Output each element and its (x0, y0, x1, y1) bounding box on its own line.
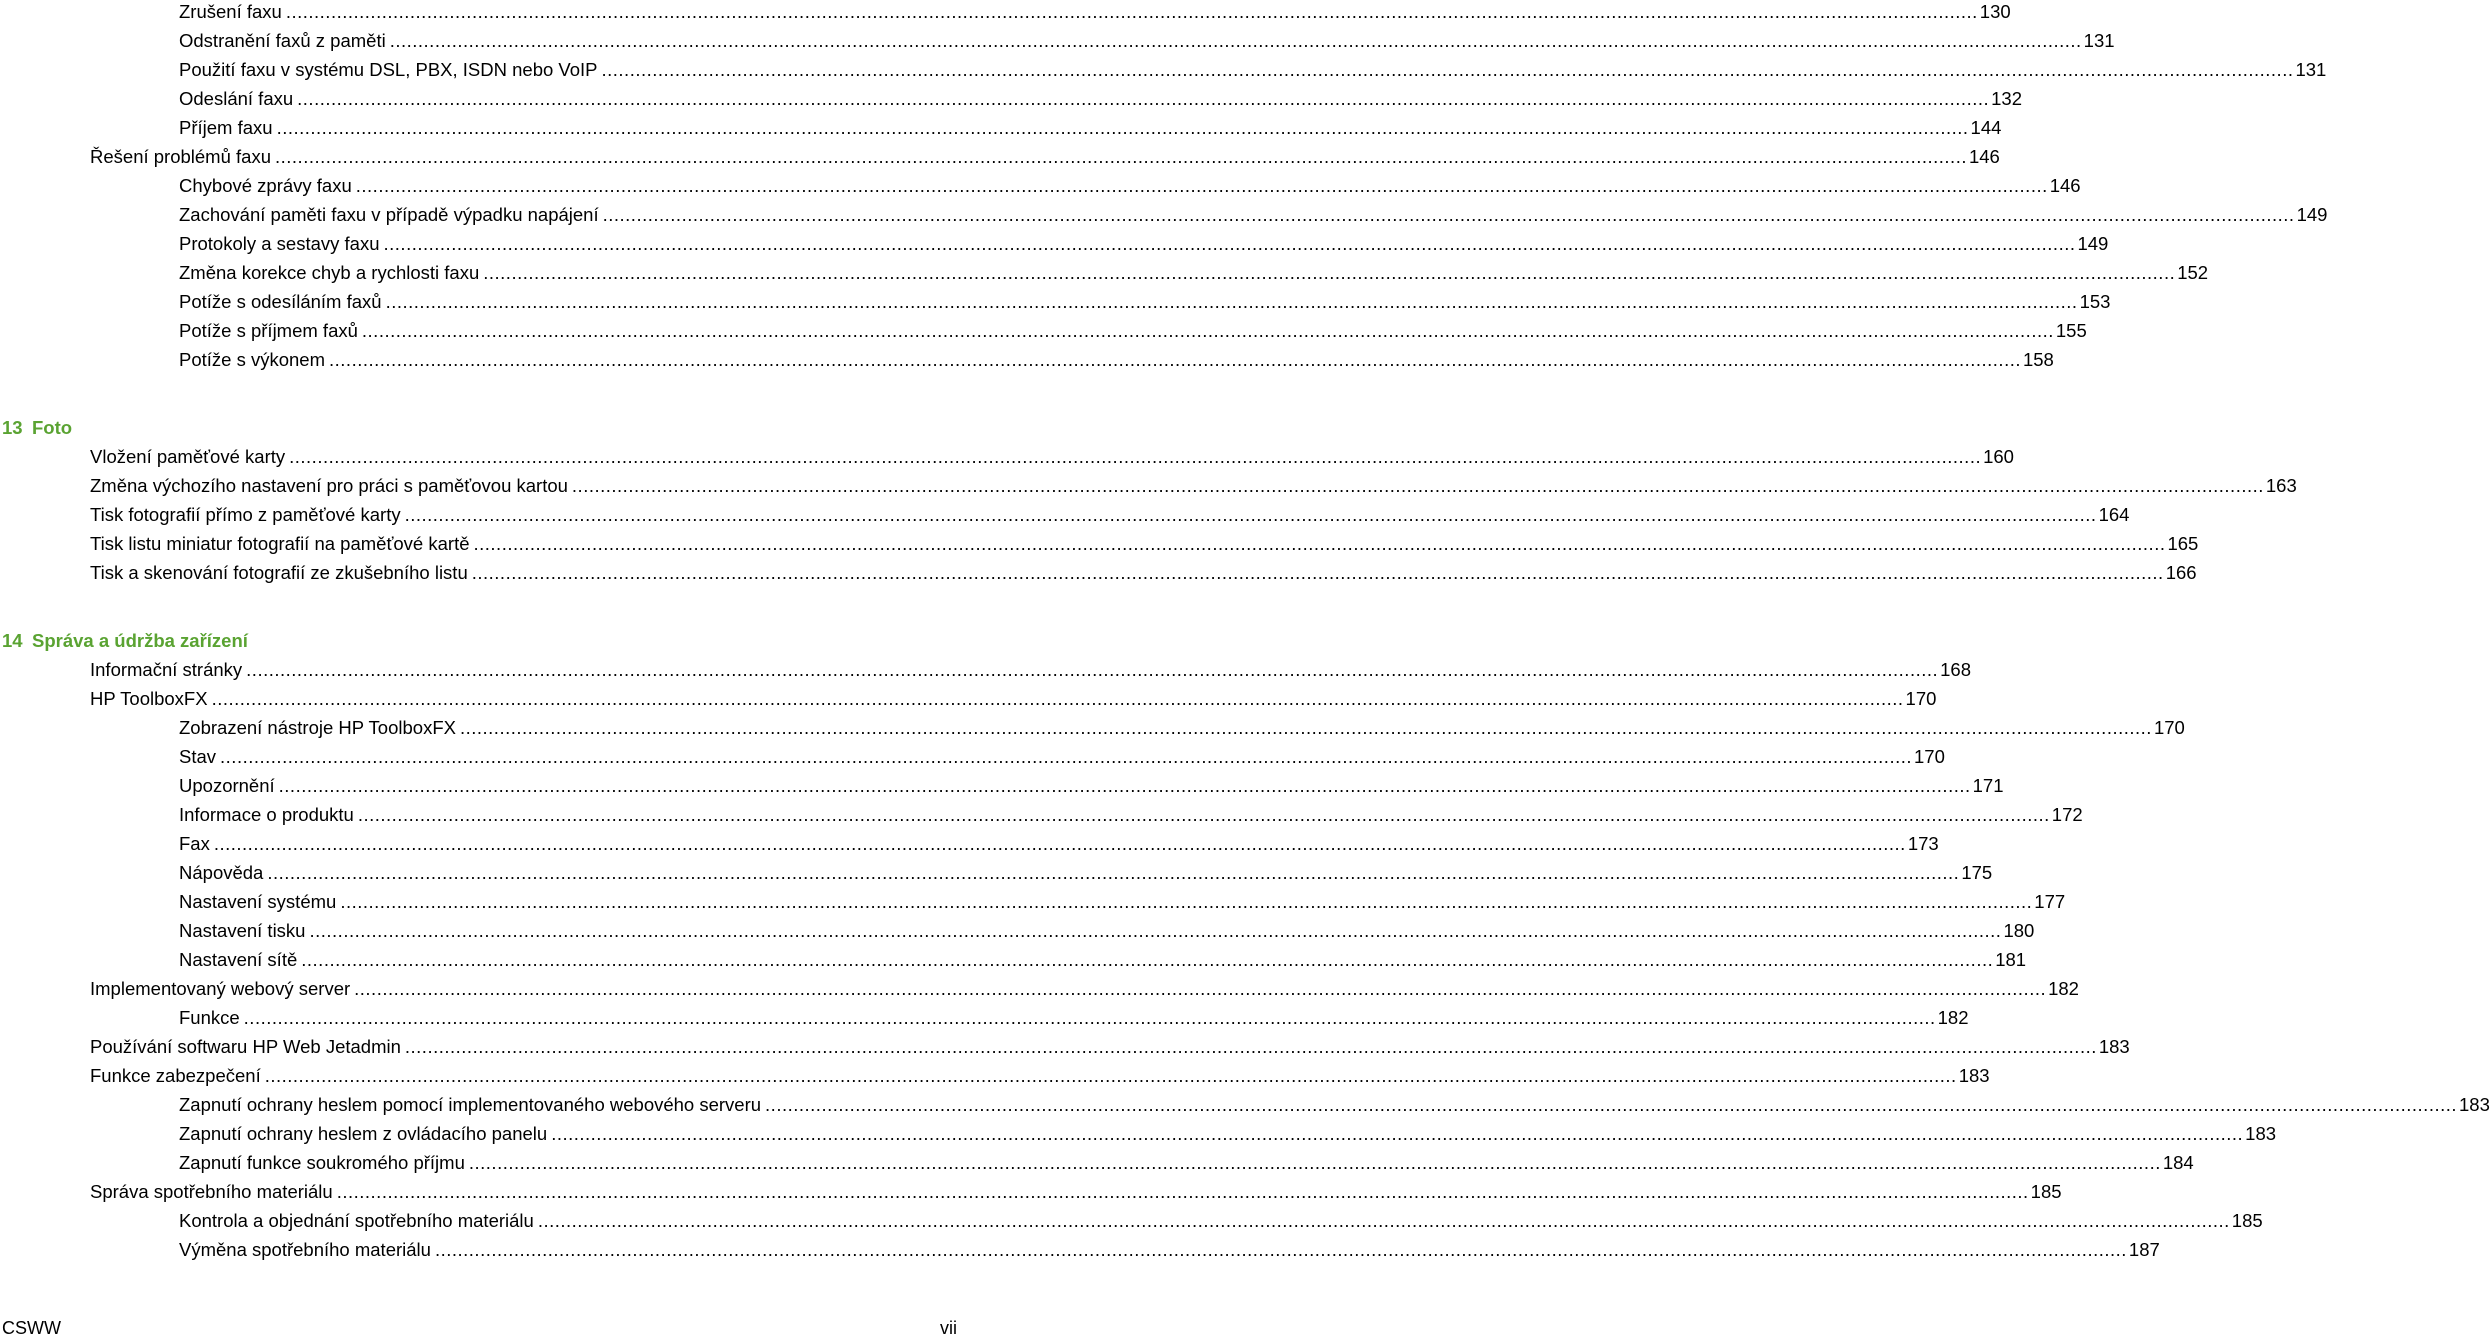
toc-entry-title: Tisk listu miniatur fotografií na paměťové kartě (90, 533, 470, 554)
dot-leader: ............................................................................................................................................................................................................................................................................................................ (483, 262, 2176, 283)
toc-entry[interactable] (179, 1090, 2490, 1119)
toc-entry[interactable] (179, 800, 2083, 829)
toc-entry[interactable] (179, 229, 2109, 258)
toc-entry-page: 175 (1961, 862, 1993, 883)
dot-leader: ............................................................................................................................................................................................................................................................................................................ (537, 1210, 2230, 1231)
toc-entry[interactable] (179, 887, 2066, 916)
toc-entry[interactable] (90, 1177, 2062, 1206)
toc-entry-title: Zrušení faxu (179, 1, 282, 22)
dot-leader: ............................................................................................................................................................................................................................................................................................................ (267, 862, 1960, 883)
footer-page-number: vii (940, 1318, 957, 1338)
toc-entry-title: Řešení problémů faxu (90, 146, 271, 167)
dot-leader: ............................................................................................................................................................................................................................................................................................................ (361, 320, 2054, 341)
dot-leader: ............................................................................................................................................................................................................................................................................................................ (297, 88, 1990, 109)
toc-entry-page: 183 (2245, 1123, 2277, 1144)
toc-entry[interactable] (179, 0, 2011, 26)
toc-entry-title: Vložení paměťové karty (90, 446, 286, 467)
toc-entry-page: 152 (2177, 262, 2209, 283)
toc-entry[interactable] (90, 684, 1937, 713)
toc-entry-title: HP ToolboxFX (90, 688, 208, 709)
dot-leader: ............................................................................................................................................................................................................................................................................................................ (355, 175, 2048, 196)
toc-entry[interactable] (179, 1206, 2263, 1235)
toc-entry-page: 183 (2459, 1094, 2490, 1115)
toc-entry-title: Používání softwaru HP Web Jetadmin (90, 1036, 401, 1057)
toc-entry[interactable] (179, 113, 2002, 142)
toc-entry[interactable] (179, 742, 1945, 771)
dot-leader: ............................................................................................................................................................................................................................................................................................................ (385, 291, 2078, 312)
toc-entry-page: 184 (2162, 1152, 2194, 1173)
toc-entry-page: 182 (2048, 978, 2079, 999)
toc-entry[interactable] (179, 829, 1939, 858)
toc-entry-page: 166 (2165, 562, 2197, 583)
toc-entry[interactable] (179, 945, 2027, 974)
toc-entry-page: 146 (1968, 146, 2000, 167)
toc-entry-title: Stav (179, 746, 217, 767)
toc-entry-title: Protokoly a sestavy faxu (179, 233, 380, 254)
toc-entry-title: Potíže s výkonem (179, 349, 326, 370)
chapter-number: 13 (2, 417, 23, 438)
toc-entry-page: 170 (1914, 746, 1945, 767)
toc-entry[interactable] (179, 84, 2022, 113)
toc-entry-title: Zapnutí ochrany heslem z ovládacího panelu (179, 1123, 548, 1144)
toc-entry[interactable] (179, 171, 2081, 200)
dot-leader: ............................................................................................................................................................................................................................................................................................................ (276, 117, 1969, 138)
toc-entry-page: 170 (1905, 688, 1937, 709)
toc-entry-page: 173 (1907, 833, 1939, 854)
toc-entry-page: 183 (1958, 1065, 1990, 1086)
toc-entry-page: 168 (1940, 659, 1972, 680)
dot-leader: ............................................................................................................................................................................................................................................................................................................ (473, 533, 2166, 554)
dot-leader: ............................................................................................................................................................................................................................................................................................................ (264, 1065, 1957, 1086)
toc-entry-title: Upozornění (179, 775, 275, 796)
dot-leader: ............................................................................................................................................................................................................................................................................................................ (309, 920, 2002, 941)
toc-entry-title: Změna korekce chyb a rychlosti faxu (179, 262, 480, 283)
dot-leader: ............................................................................................................................................................................................................................................................................................................ (243, 1007, 1936, 1028)
chapter-heading (2, 626, 248, 655)
toc-entry-title: Funkce (179, 1007, 240, 1028)
toc-entry[interactable] (90, 558, 2197, 587)
toc-entry-page: 153 (2079, 291, 2111, 312)
toc-entry-page: 160 (1983, 446, 2014, 467)
toc-entry-page: 172 (2051, 804, 2083, 825)
toc-entry[interactable] (179, 258, 2209, 287)
toc-entry-page: 164 (2098, 504, 2130, 525)
dot-leader: ............................................................................................................................................................................................................................................................................................................ (340, 891, 2033, 912)
toc-entry-title: Výměna spotřebního materiálu (179, 1239, 431, 1260)
dot-leader: ............................................................................................................................................................................................................................................................................................................ (471, 562, 2164, 583)
dot-leader: ............................................................................................................................................................................................................................................................................................................ (275, 146, 1967, 167)
toc-entry[interactable] (179, 1235, 2160, 1264)
toc-entry-page: 185 (2231, 1210, 2263, 1231)
toc-entry[interactable] (179, 713, 2185, 742)
dot-leader: ............................................................................................................................................................................................................................................................................................................ (301, 949, 1994, 970)
toc-entry[interactable] (90, 442, 2014, 471)
dot-leader: ............................................................................................................................................................................................................................................................................................................ (602, 204, 2295, 225)
toc-entry-title: Informační stránky (90, 659, 243, 680)
toc-entry-title: Odeslání faxu (179, 88, 294, 109)
toc-entry[interactable] (179, 345, 2054, 374)
chapter-title: Foto (32, 417, 73, 438)
dot-leader: ............................................................................................................................................................................................................................................................................................................ (383, 233, 2076, 254)
toc-entry-page: 171 (1972, 775, 2004, 796)
toc-entry-page: 132 (1991, 88, 2022, 109)
dot-leader: ............................................................................................................................................................................................................................................................................................................ (246, 659, 1939, 680)
dot-leader: ............................................................................................................................................................................................................................................................................................................ (404, 1036, 2097, 1057)
toc-entry-title: Použití faxu v systému DSL, PBX, ISDN nebo VoIP (179, 59, 598, 80)
toc-entry[interactable] (179, 1003, 1969, 1032)
toc-entry-title: Funkce zabezpečení (90, 1065, 261, 1086)
toc-entry[interactable] (90, 142, 2000, 171)
toc-entry-title: Nastavení tisku (179, 920, 306, 941)
toc-entry-page: 182 (1937, 1007, 1969, 1028)
dot-leader: ............................................................................................................................................................................................................................................................................................................ (468, 1152, 2161, 1173)
toc-entry-title: Implementovaný webový server (90, 978, 351, 999)
toc-entry-page: 131 (2295, 59, 2327, 80)
toc-entry-page: 146 (2049, 175, 2081, 196)
toc-entry-title: Zachování paměti faxu v případě výpadku napájení (179, 204, 599, 225)
toc-entry-title: Zapnutí funkce soukromého příjmu (179, 1152, 465, 1173)
toc-entry-title: Chybové zprávy faxu (179, 175, 352, 196)
toc-entry-page: 158 (2022, 349, 2054, 370)
toc-entry-page: 181 (1995, 949, 2027, 970)
toc-entry[interactable] (179, 1119, 2277, 1148)
dot-leader: ............................................................................................................................................................................................................................................................................................................ (285, 1, 1978, 22)
dot-leader: ............................................................................................................................................................................................................................................................................................................ (211, 688, 1904, 709)
toc-entry-title: Nastavení sítě (179, 949, 298, 970)
dot-leader: ............................................................................................................................................................................................................................................................................................................ (220, 746, 1912, 767)
toc-entry-title: Změna výchozího nastavení pro práci s paměťovou kartou (90, 475, 568, 496)
dot-leader: ............................................................................................................................................................................................................................................................................................................ (551, 1123, 2244, 1144)
toc-entry[interactable] (179, 771, 2004, 800)
footer-left: CSWW (2, 1318, 61, 1338)
toc-entry-title: Tisk a skenování fotografií ze zkušebního listu (90, 562, 468, 583)
toc-entry[interactable] (90, 974, 2079, 1003)
dot-leader: ............................................................................................................................................................................................................................................................................................................ (571, 475, 2264, 496)
toc-entry-title: Informace o produktu (179, 804, 354, 825)
toc-entry-page: 177 (2034, 891, 2066, 912)
toc-entry-title: Potíže s odesíláním faxů (179, 291, 382, 312)
toc-entry[interactable] (90, 471, 2297, 500)
toc-entry[interactable] (90, 1061, 1990, 1090)
dot-leader: ............................................................................................................................................................................................................................................................................................................ (404, 504, 2097, 525)
toc-entry-page: 149 (2077, 233, 2109, 254)
chapter-number: 14 (2, 630, 23, 651)
toc-entry[interactable] (179, 200, 2328, 229)
toc-entry[interactable] (179, 858, 1993, 887)
dot-leader: ............................................................................................................................................................................................................................................................................................................ (336, 1181, 2029, 1202)
toc-entry-title: Nastavení systému (179, 891, 337, 912)
toc-entry-page: 163 (2265, 475, 2297, 496)
dot-leader: ............................................................................................................................................................................................................................................................................................................ (459, 717, 2152, 738)
toc-entry[interactable] (179, 287, 2111, 316)
toc-entry-title: Nápověda (179, 862, 264, 883)
dot-leader: ............................................................................................................................................................................................................................................................................................................ (354, 978, 2047, 999)
toc-entry-title: Zapnutí ochrany heslem pomocí implementovaného webového serveru (179, 1094, 762, 1115)
toc-entry-page: 187 (2128, 1239, 2160, 1260)
dot-leader: ............................................................................................................................................................................................................................................................................................................ (765, 1094, 2458, 1115)
toc-entry[interactable] (90, 529, 2199, 558)
toc-entry-page: 149 (2296, 204, 2328, 225)
toc-entry-title: Příjem faxu (179, 117, 273, 138)
toc-entry-page: 170 (2153, 717, 2185, 738)
toc-entry-page: 183 (2098, 1036, 2130, 1057)
toc-entry-title: Fax (179, 833, 210, 854)
dot-leader: ............................................................................................................................................................................................................................................................................................................ (389, 30, 2082, 51)
chapter-heading (2, 413, 72, 442)
toc-entry-page: 131 (2083, 30, 2115, 51)
toc-entry-page: 130 (1979, 1, 2011, 22)
toc-entry[interactable] (90, 655, 1972, 684)
toc-entry-title: Odstranění faxů z paměti (179, 30, 386, 51)
dot-leader: ............................................................................................................................................................................................................................................................................................................ (357, 804, 2050, 825)
toc-entry[interactable] (179, 55, 2327, 84)
toc-entry-title: Tisk fotografií přímo z paměťové karty (90, 504, 401, 525)
toc-entry-title: Zobrazení nástroje HP ToolboxFX (179, 717, 456, 738)
dot-leader: ............................................................................................................................................................................................................................................................................................................ (329, 349, 2021, 370)
toc-entry-title: Správa spotřebního materiálu (90, 1181, 333, 1202)
toc-entry[interactable] (90, 500, 2130, 529)
toc-entry[interactable] (179, 916, 2035, 945)
dot-leader: ............................................................................................................................................................................................................................................................................................................ (601, 59, 2294, 80)
toc-entry-title: Potíže s příjmem faxů (179, 320, 358, 341)
toc-entry-page: 180 (2003, 920, 2035, 941)
toc-entry-page: 165 (2167, 533, 2199, 554)
toc-entry[interactable] (179, 26, 2115, 55)
dot-leader: ............................................................................................................................................................................................................................................................................................................ (213, 833, 1906, 854)
toc-entry-title: Kontrola a objednání spotřebního materiálu (179, 1210, 534, 1231)
dot-leader: ............................................................................................................................................................................................................................................................................................................ (278, 775, 1971, 796)
chapter-title: Správa a údržba zařízení (32, 630, 248, 651)
toc-entry-page: 144 (1970, 117, 2002, 138)
toc-entry[interactable] (179, 316, 2087, 345)
dot-leader: ............................................................................................................................................................................................................................................................................................................ (289, 446, 1982, 467)
toc-entry[interactable] (179, 1148, 2194, 1177)
toc-entry-page: 155 (2055, 320, 2087, 341)
toc-entry[interactable] (90, 1032, 2130, 1061)
dot-leader: ............................................................................................................................................................................................................................................................................................................ (434, 1239, 2127, 1260)
toc-entry-page: 185 (2030, 1181, 2062, 1202)
